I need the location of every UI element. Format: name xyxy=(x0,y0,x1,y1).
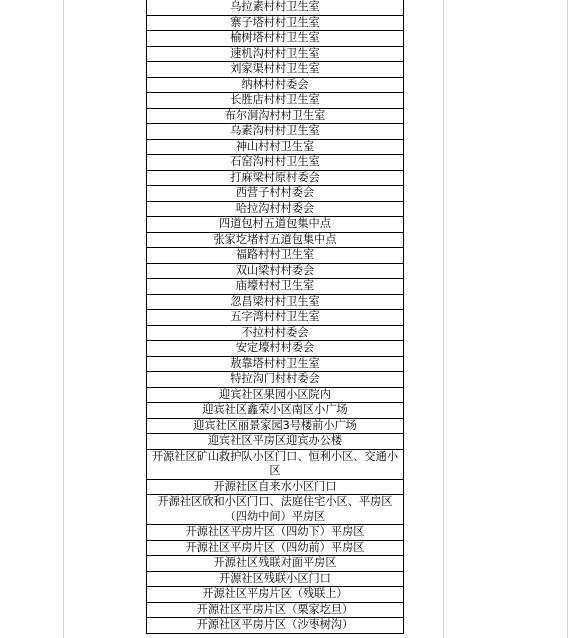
table-row xyxy=(147,170,404,186)
table-row xyxy=(147,124,404,140)
location-cell[interactable]: 开源社区自来水小区门口 xyxy=(147,479,404,495)
location-cell[interactable]: 迎宾社区平房区迎宾办公楼 xyxy=(147,434,404,450)
table-row xyxy=(147,571,404,587)
table-row xyxy=(147,201,404,217)
column-gridline xyxy=(63,0,64,638)
location-table-body xyxy=(147,0,404,633)
location-cell[interactable]: 忽昌梁村村卫生室 xyxy=(147,294,404,310)
table-row xyxy=(147,325,404,341)
location-cell[interactable]: 榆树塔村村卫生室 xyxy=(147,31,404,47)
table-row xyxy=(147,15,404,31)
location-cell[interactable]: 开源社区平房片区（四幼前）平房区 xyxy=(147,540,404,556)
location-cell[interactable]: 庙壕村村卫生室 xyxy=(147,279,404,295)
location-table xyxy=(146,0,404,634)
table-row xyxy=(147,372,404,388)
table-row xyxy=(147,540,404,556)
table-row xyxy=(147,403,404,419)
location-cell[interactable]: 乌素沟村村卫生室 xyxy=(147,124,404,140)
table-row xyxy=(147,310,404,326)
location-cell[interactable]: 特拉沟门村村委会 xyxy=(147,372,404,388)
table-row xyxy=(147,618,404,634)
location-cell[interactable]: 神山村村卫生室 xyxy=(147,139,404,155)
location-cell[interactable]: 乌拉素村村卫生室 xyxy=(147,0,404,15)
table-row xyxy=(147,62,404,78)
table-row xyxy=(147,108,404,124)
table-row xyxy=(147,479,404,495)
location-cell[interactable]: 双山梁村村委会 xyxy=(147,263,404,279)
table-row xyxy=(147,186,404,202)
table-row xyxy=(147,495,404,525)
location-cell[interactable]: 石窑沟村村卫生室 xyxy=(147,155,404,171)
table-row xyxy=(147,602,404,618)
table-row xyxy=(147,77,404,93)
location-cell[interactable]: 速机沟村村卫生室 xyxy=(147,46,404,62)
location-cell[interactable]: 开源社区平房片区（栗家圪旦） xyxy=(147,602,404,618)
table-row xyxy=(147,556,404,572)
location-cell[interactable]: 开源社区平房片区（沙枣树沟） xyxy=(147,618,404,634)
location-cell[interactable]: 迎宾社区鑫荣小区南区小广场 xyxy=(147,403,404,419)
table-row xyxy=(147,232,404,248)
location-cell[interactable]: 开源社区欣和小区门口、法庭住宅小区、平房区（四幼中间）平房区 xyxy=(147,495,404,525)
location-cell[interactable]: 开源社区残联小区门口 xyxy=(147,571,404,587)
location-cell[interactable]: 四道包村五道包集中点 xyxy=(147,217,404,233)
table-row xyxy=(147,46,404,62)
table-row xyxy=(147,525,404,541)
table-row xyxy=(147,279,404,295)
table-row xyxy=(147,341,404,357)
table-row xyxy=(147,0,404,15)
table-row xyxy=(147,263,404,279)
location-cell[interactable]: 刘家渠村村卫生室 xyxy=(147,62,404,78)
location-cell[interactable]: 福路村村卫生室 xyxy=(147,248,404,264)
location-cell[interactable]: 纳林村村委会 xyxy=(147,77,404,93)
location-cell[interactable]: 敖靠塔村村卫生室 xyxy=(147,356,404,372)
table-row xyxy=(147,248,404,264)
table-row xyxy=(147,31,404,47)
location-cell[interactable]: 开源社区矿山救护队小区门口、恒利小区、交通小区 xyxy=(147,449,404,479)
location-cell[interactable]: 开源社区平房片区（残联上） xyxy=(147,587,404,603)
table-row xyxy=(147,217,404,233)
table-row xyxy=(147,434,404,450)
table-row xyxy=(147,387,404,403)
table-row xyxy=(147,587,404,603)
table-row xyxy=(147,139,404,155)
table-row xyxy=(147,356,404,372)
location-cell[interactable]: 安定壕村村委会 xyxy=(147,341,404,357)
location-cell[interactable]: 布尔洞沟村村卫生室 xyxy=(147,108,404,124)
location-cell[interactable]: 不拉村村委会 xyxy=(147,325,404,341)
location-cell[interactable]: 长胜店村村卫生室 xyxy=(147,93,404,109)
location-cell[interactable]: 开源社区平房片区（四幼下）平房区 xyxy=(147,525,404,541)
location-cell[interactable]: 打麻梁村原村委会 xyxy=(147,170,404,186)
column-gridline xyxy=(443,0,444,638)
location-cell[interactable]: 迎宾社区果园小区院内 xyxy=(147,387,404,403)
table-row xyxy=(147,93,404,109)
location-cell[interactable]: 寨子塔村村卫生室 xyxy=(147,15,404,31)
location-cell[interactable]: 五字湾村村卫生室 xyxy=(147,310,404,326)
location-cell[interactable]: 开源社区残联对面平房区 xyxy=(147,556,404,572)
table-row xyxy=(147,418,404,434)
table-row xyxy=(147,294,404,310)
location-cell[interactable]: 迎宾社区丽景家园3号楼前小广场 xyxy=(147,418,404,434)
column-gridline xyxy=(567,0,568,638)
table-row xyxy=(147,449,404,479)
location-cell[interactable]: 西营子村村委会 xyxy=(147,186,404,202)
table-row xyxy=(147,155,404,171)
location-cell[interactable]: 张家圪堵村五道包集中点 xyxy=(147,232,404,248)
location-cell[interactable]: 哈拉沟村村委会 xyxy=(147,201,404,217)
